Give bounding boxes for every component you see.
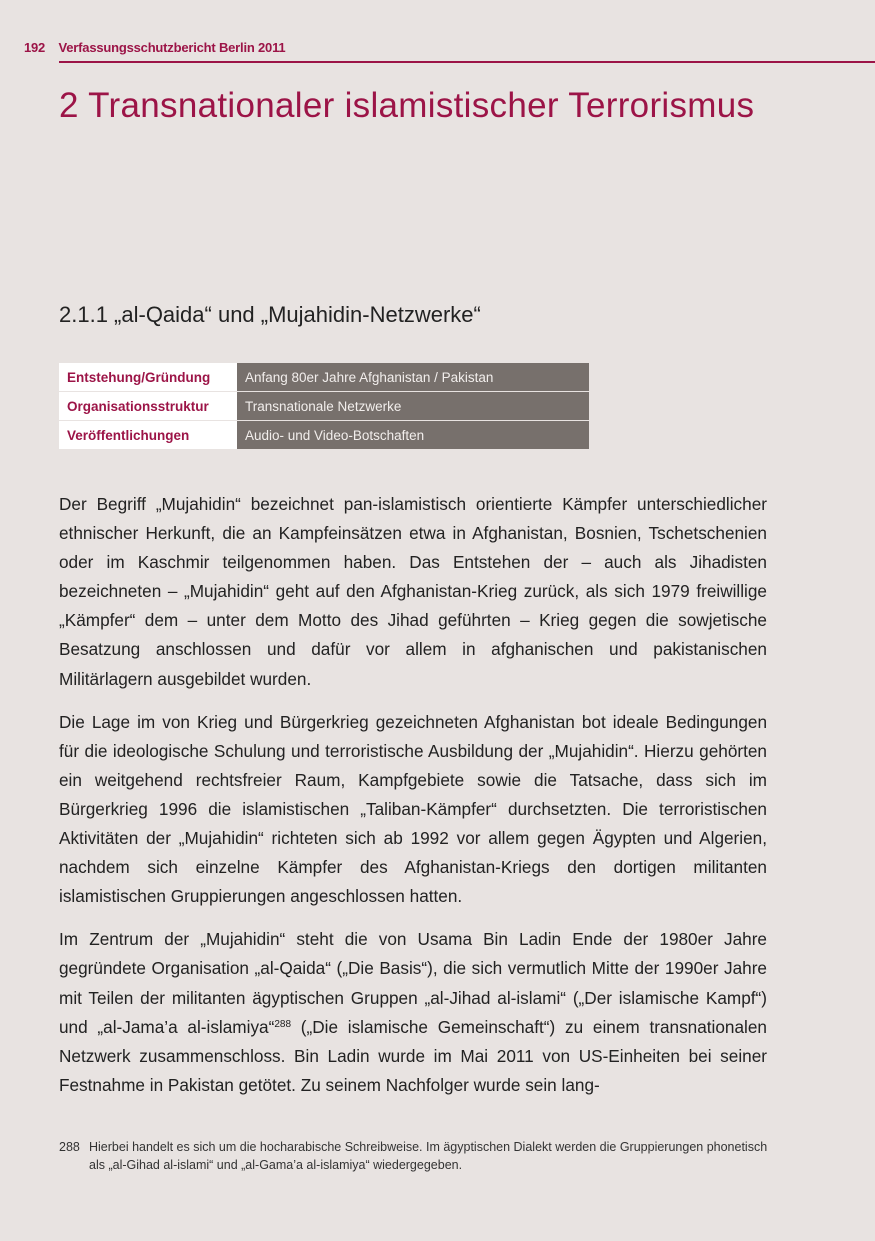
footnote-text: Hierbei handelt es sich um die hocharabische Schreibweise. Im ägyptischen Dialekt werden die Gruppierungen phonetisch als „al-Gihad al-islami“ und „al-Gama’a al-islamiya“ wiedergegeben. xyxy=(89,1140,768,1172)
fact-label: Entstehung/Gründung xyxy=(59,363,237,392)
page-number: 192 xyxy=(24,40,46,55)
paragraph: Die Lage im von Krieg und Bürgerkrieg gezeichneten Afghanistan bot ideale Bedingungen für die ideologische Schulung und terroristische Ausbildung der „Mujahidin“. Hierzu gehörten ein weitgehend rechtsfreier Raum, Kampfgebiete sowie die Tatsache, dass sich im Bürgerkrieg 1996 die islamistischen „Taliban-Kämpfer“ durchsetzten. Die terroristischen Aktivitäten der „Mujahidin“ richteten sich ab 1992 vor allem gegen Ägypten und Algerien, nachdem sich einzelne Kämpfer des Afghanistan-Kriegs den dortigen militanten islamistischen Gruppierungen angeschlossen hatten. xyxy=(59,711,767,907)
fact-value: Transnationale Netzwerke xyxy=(237,392,589,421)
paragraph-text: Im Zentrum der „Mujahidin“ steht die von Usama Bin Ladin Ende der 1980er Jahre gegründete Organisation „al-Qaida“ („Die Basis“), die sich vermutlich Mitte der 1990er Jahre mit Teilen der militanten ägyptischen Gruppen „al-Jihad al-islami“ („Der islamische Kampf“) und „al-Jama’a al-islamiya“ xyxy=(59,929,767,1037)
section-title: 2.1.1 „al-Qaida“ und „Mujahidin-Netzwerke“ xyxy=(59,302,481,327)
table-row xyxy=(59,392,589,421)
table-row xyxy=(59,421,589,450)
fact-label: Organisationsstruktur xyxy=(59,392,237,421)
body-text xyxy=(59,490,767,1114)
fact-value: Anfang 80er Jahre Afghanistan / Pakistan xyxy=(237,363,589,392)
chapter-title: 2 Transnationaler islamistischer Terrorismus xyxy=(59,86,755,125)
fact-label: Veröffentlichungen xyxy=(59,421,237,450)
fact-value: Audio- und Video-Botschaften xyxy=(237,421,589,450)
paragraph: Der Begriff „Mujahidin“ bezeichnet pan-islamistisch orientierte Kämpfer unterschiedlicher ethnischer Herkunft, die an Kampfeinsätzen etwa in Afghanistan, Bosnien, Tschetschenien oder im Kaschmir teilgenommen haben. Das Entstehen der – auch als Jihadisten bezeichneten – „Mujahidin“ geht auf den Afghanistan-Krieg zurück, als sich 1979 freiwillige „Kämpfer“ dem – unter dem Motto des Jihad geführten – Krieg gegen die sowjetische Besatzung anschlossen und dafür vor allem in afghanischen und pakistanischen Militärlagern ausgebildet wurden. xyxy=(59,494,767,689)
running-header xyxy=(24,40,285,55)
footnote-number: 288 xyxy=(59,1140,80,1154)
footnote-reference[interactable]: 288 xyxy=(274,1018,292,1030)
footnote xyxy=(59,1139,779,1174)
facts-table xyxy=(59,363,589,450)
header-rule xyxy=(59,61,875,63)
paragraph-text: („Die islamische Gemeinschaft“) zu einem transnationalen Netzwerk zusammenschloss. Bin Ladin wurde im Mai 2011 von US-Einheiten bei seiner Festnahme in Pakistan getötet. Zu seinem Nachfolger wurde sein lang- xyxy=(59,1016,767,1095)
running-title: Verfassungsschutzbericht Berlin 2011 xyxy=(58,40,286,55)
table-row xyxy=(59,363,589,392)
paragraph xyxy=(59,925,767,1100)
